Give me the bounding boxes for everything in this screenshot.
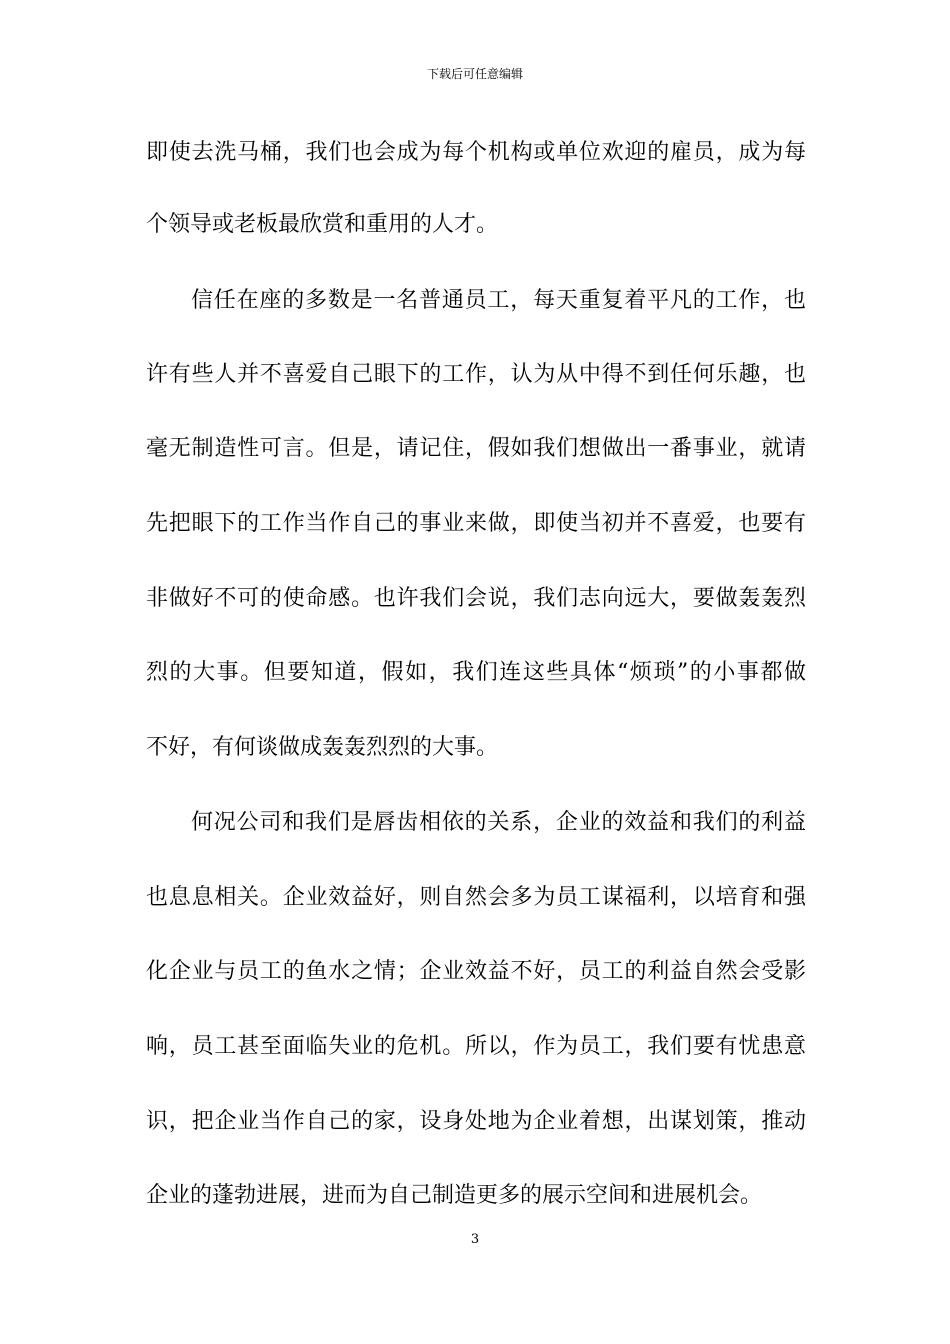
text-line: 化企业与员工的鱼水之情；企业效益不好，员工的利益自然会受影 [146, 959, 806, 984]
text-line: 识，把企业当作自己的家，设身处地为企业着想，出谋划策，推动 [146, 1109, 806, 1134]
text-line: 毫无制造性可言。但是，请记住，假如我们想做出一番事业，就请 [146, 436, 806, 461]
text-line: 个领导或老板最欣赏和重用的人才。 [146, 212, 499, 237]
text-line: 企业的蓬勃进展，进而为自己制造更多的展示空间和进展机会。 [146, 1183, 763, 1208]
text-line: 响，员工甚至面临失业的危机。所以，作为员工，我们要有忧患意 [146, 1034, 806, 1059]
text-line: 不好，有何谈做成轰轰烈烈的大事。 [146, 735, 499, 760]
text-line: 烈的大事。但要知道，假如，我们连这些具体“烦琐”的小事都做 [146, 660, 806, 685]
text-line: 信任在座的多数是一名普通员工，每天重复着平凡的工作，也 [191, 288, 806, 313]
text-line: 也息息相关。企业效益好，则自然会多为员工谋福利，以培育和强 [146, 885, 806, 910]
text-line: 即使去洗马桶，我们也会成为每个机构或单位欢迎的雇员，成为每 [146, 140, 806, 165]
page-header: 下载后可任意编辑 [426, 67, 523, 81]
text-line: 先把眼下的工作当作自己的事业来做，即使当初并不喜爱，也要有 [146, 511, 806, 536]
text-line: 非做好不可的使命感。也许我们会说，我们志向远大，要做轰轰烈 [146, 586, 806, 611]
text-line: 许有些人并不喜爱自己眼下的工作，认为从中得不到任何乐趣，也 [146, 362, 806, 387]
page-number: 3 [470, 1232, 480, 1247]
text-line: 何况公司和我们是唇齿相依的关系，企业的效益和我们的利益 [191, 810, 806, 835]
